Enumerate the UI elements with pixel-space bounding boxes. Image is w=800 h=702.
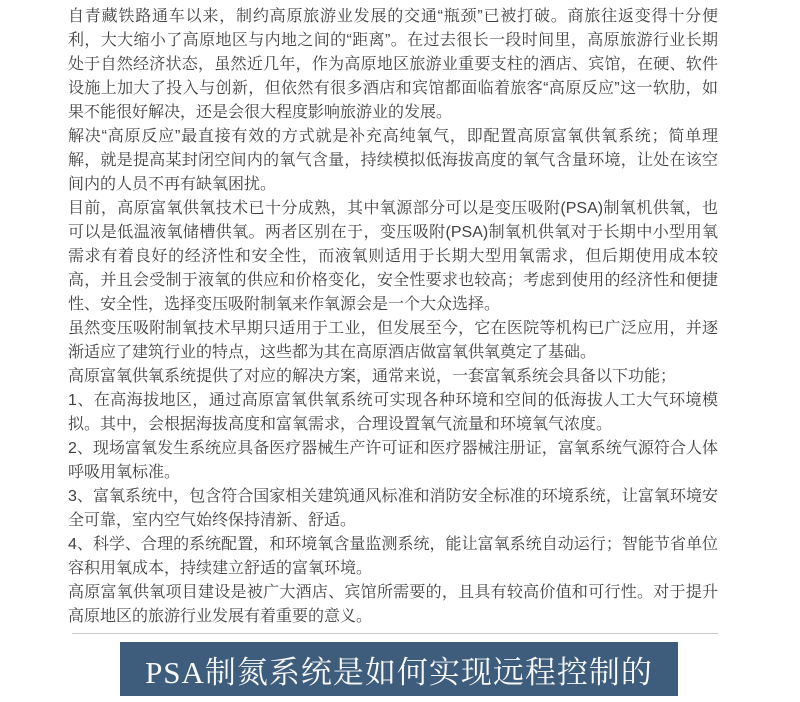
article-list-item: 4、科学、合理的系统配置，和环境氧含量监测系统，能让富氧系统自动运行；智能节省单位容积用氧成本，持续建立舒适的富氧环境。 xyxy=(68,536,718,577)
next-article-banner[interactable] xyxy=(120,642,678,696)
article-paragraph: 自青藏铁路通车以来，制约高原旅游业发展的交通“瓶颈”已被打破。商旅往返变得十分便利，大大缩小了高原地区与内地之间的“距离”。在过去很长一段时间里，高原旅游行业长期处于自然经济状态，虽然近几年，作为高原地区旅游业重要支柱的酒店、宾馆，在硬、软件设施上加大了投入与创新，但依然有很多酒店和宾馆都面临着旅客“高原反应”这一软肋，如果不能很好解决，还是会很大程度影响旅游业的发展。 xyxy=(68,8,718,121)
article-list-item: 2、现场富氧发生系统应具备医疗器械生产许可证和医疗器械注册证，富氧系统气源符合人体呼吸用氧标准。 xyxy=(68,440,718,481)
article-paragraph: 高原富氧供氧项目建设是被广大酒店、宾馆所需要的，且具有较高价值和可行性。对于提升高原地区的旅游行业发展有着重要的意义。 xyxy=(68,584,718,625)
article-paragraph: 目前，高原富氧供氧技术已十分成熟，其中氧源部分可以是变压吸附(PSA)制氧机供氧，也可以是低温液氧储槽供氧。两者区别在于，变压吸附(PSA)制氧机供氧对于长期中小型用氧需求有着良好的经济性和安全性，而液氧则适用于长期大型用氧需求，但后期使用成本较高，并且会受制于液氧的供应和价格变化，安全性要求也较高；考虑到使用的经济性和便捷性、安全性，选择变压吸附制氧来作氧源会是一个大众选择。 xyxy=(68,200,718,313)
banner-title: PSA制氮系统是如何实现远程控制的 xyxy=(145,654,653,690)
article-paragraph: 虽然变压吸附制氧技术早期只适用于工业，但发展至今，它在医院等机构已广泛应用，并逐渐适应了建筑行业的特点，这些都为其在高原酒店做富氧供氧奠定了基础。 xyxy=(68,320,718,361)
article-paragraph: 解决“高原反应”最直接有效的方式就是补充高纯氧气，即配置高原富氧供氧系统；简单理解，就是提高某封闭空间内的氧气含量，持续模拟低海拔高度的氧气含量环境，让处在该空间内的人员不再有缺氧困扰。 xyxy=(68,128,718,193)
divider xyxy=(72,633,718,634)
article-paragraph: 高原富氧供氧系统提供了对应的解决方案，通常来说，一套富氧系统会具备以下功能； xyxy=(68,368,677,385)
article-list-item: 3、富氧系统中，包含符合国家相关建筑通风标准和消防安全标准的环境系统，让富氧环境安全可靠，室内空气始终保持清新、舒适。 xyxy=(68,488,718,529)
article-list-item: 1、在高海拔地区，通过高原富氧供氧系统可实现各种环境和空间的低海拔人工大气环境模拟。其中，会根据海拔高度和富氧需求，合理设置氧气流量和环境氧气浓度。 xyxy=(68,392,718,433)
